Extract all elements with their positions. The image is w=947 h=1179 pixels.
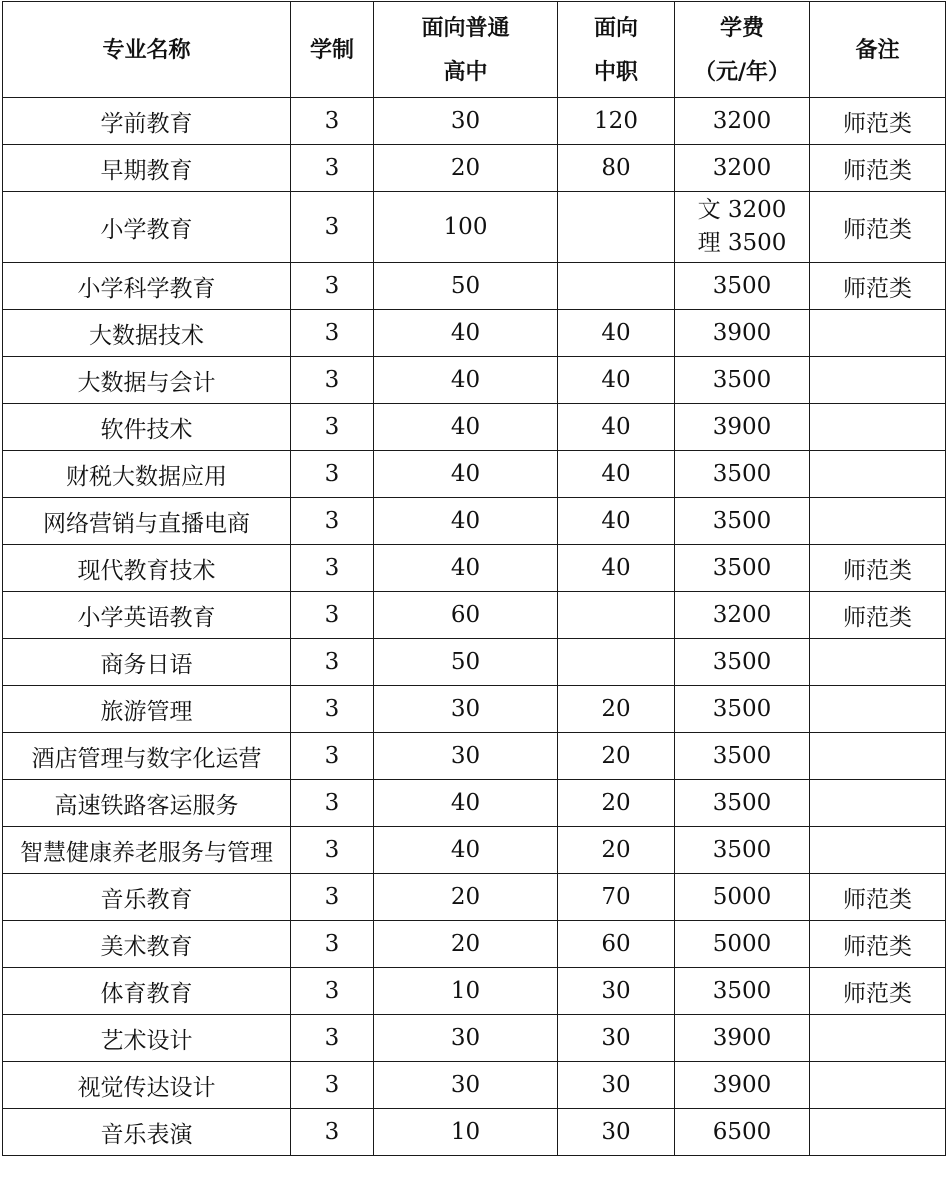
cell-general: 40 [374, 498, 558, 545]
cell-tuition: 3200 [675, 592, 810, 639]
cell-years: 3 [291, 357, 374, 404]
cell-years: 3 [291, 921, 374, 968]
cell-note [810, 686, 946, 733]
cell-major-name: 大数据与会计 [3, 357, 291, 404]
cell-tuition: 3500 [675, 357, 810, 404]
cell-general: 30 [374, 733, 558, 780]
cell-tuition: 3500 [675, 451, 810, 498]
cell-note [810, 733, 946, 780]
cell-major-name: 高速铁路客运服务 [3, 780, 291, 827]
cell-note [810, 639, 946, 686]
table-row [3, 1109, 946, 1156]
cell-major-name: 音乐表演 [3, 1109, 291, 1156]
cell-years: 3 [291, 1015, 374, 1062]
tuition-science: 理 3500 [697, 230, 787, 256]
cell-general: 40 [374, 780, 558, 827]
cell-vocational: 20 [558, 686, 675, 733]
table-row [3, 98, 946, 145]
cell-general: 40 [374, 545, 558, 592]
table-row [3, 592, 946, 639]
cell-general: 20 [374, 145, 558, 192]
cell-tuition: 3900 [675, 404, 810, 451]
cell-vocational: 40 [558, 498, 675, 545]
cell-note [810, 404, 946, 451]
cell-tuition: 3500 [675, 686, 810, 733]
table-row [3, 310, 946, 357]
cell-years: 3 [291, 145, 374, 192]
table-row [3, 639, 946, 686]
cell-years: 3 [291, 263, 374, 310]
cell-major-name: 学前教育 [3, 98, 291, 145]
cell-vocational: 70 [558, 874, 675, 921]
header-tuition-line2: （元/年） [693, 58, 791, 85]
cell-note [810, 451, 946, 498]
cell-general: 30 [374, 686, 558, 733]
cell-major-name: 小学教育 [3, 192, 291, 263]
table-row [3, 263, 946, 310]
cell-vocational: 80 [558, 145, 675, 192]
cell-tuition: 3900 [675, 310, 810, 357]
cell-general: 50 [374, 639, 558, 686]
cell-tuition: 3500 [675, 263, 810, 310]
cell-vocational: 30 [558, 1109, 675, 1156]
table-row [3, 404, 946, 451]
cell-tuition: 3900 [675, 1015, 810, 1062]
table-row [3, 874, 946, 921]
header-tuition [675, 2, 810, 98]
table-row [3, 192, 946, 263]
cell-note [810, 498, 946, 545]
cell-general: 50 [374, 263, 558, 310]
header-vocational [558, 2, 675, 98]
cell-tuition [675, 192, 810, 263]
cell-general: 30 [374, 1062, 558, 1109]
cell-major-name: 小学英语教育 [3, 592, 291, 639]
cell-years: 3 [291, 686, 374, 733]
table-row [3, 1062, 946, 1109]
cell-general: 40 [374, 451, 558, 498]
table-row [3, 686, 946, 733]
cell-vocational [558, 592, 675, 639]
table-row [3, 451, 946, 498]
cell-tuition: 3200 [675, 145, 810, 192]
cell-tuition: 5000 [675, 921, 810, 968]
cell-years: 3 [291, 780, 374, 827]
cell-years: 3 [291, 639, 374, 686]
cell-vocational: 40 [558, 357, 675, 404]
cell-tuition: 5000 [675, 874, 810, 921]
cell-general: 30 [374, 98, 558, 145]
cell-note: 师范类 [810, 874, 946, 921]
cell-note: 师范类 [810, 921, 946, 968]
header-row [3, 2, 946, 98]
table-row [3, 733, 946, 780]
cell-tuition: 3500 [675, 498, 810, 545]
cell-tuition: 3200 [675, 98, 810, 145]
cell-vocational: 30 [558, 1062, 675, 1109]
cell-tuition: 6500 [675, 1109, 810, 1156]
cell-tuition: 3500 [675, 968, 810, 1015]
cell-general: 20 [374, 921, 558, 968]
cell-vocational: 40 [558, 404, 675, 451]
cell-vocational [558, 639, 675, 686]
cell-general: 100 [374, 192, 558, 263]
cell-vocational: 30 [558, 968, 675, 1015]
cell-general: 60 [374, 592, 558, 639]
cell-vocational: 20 [558, 733, 675, 780]
cell-major-name: 软件技术 [3, 404, 291, 451]
cell-major-name: 网络营销与直播电商 [3, 498, 291, 545]
cell-years: 3 [291, 968, 374, 1015]
cell-years: 3 [291, 404, 374, 451]
cell-note [810, 1015, 946, 1062]
cell-general: 40 [374, 404, 558, 451]
table-row [3, 968, 946, 1015]
cell-major-name: 体育教育 [3, 968, 291, 1015]
tuition-arts: 文 3200 [697, 197, 787, 223]
cell-note: 师范类 [810, 968, 946, 1015]
header-major-name: 专业名称 [3, 2, 291, 98]
header-vocational-line2: 中职 [593, 58, 638, 85]
cell-note [810, 310, 946, 357]
header-years: 学制 [291, 2, 374, 98]
header-general-line1: 面向普通 [421, 14, 510, 41]
cell-vocational: 40 [558, 310, 675, 357]
cell-vocational: 40 [558, 545, 675, 592]
cell-years: 3 [291, 1109, 374, 1156]
cell-note: 师范类 [810, 192, 946, 263]
cell-tuition: 3500 [675, 639, 810, 686]
cell-years: 3 [291, 192, 374, 263]
table-row [3, 498, 946, 545]
cell-years: 3 [291, 545, 374, 592]
cell-note: 师范类 [810, 592, 946, 639]
cell-note [810, 1062, 946, 1109]
table-row [3, 1015, 946, 1062]
cell-general: 20 [374, 874, 558, 921]
cell-major-name: 小学科学教育 [3, 263, 291, 310]
cell-general: 40 [374, 310, 558, 357]
cell-note [810, 827, 946, 874]
cell-tuition: 3900 [675, 1062, 810, 1109]
cell-years: 3 [291, 733, 374, 780]
cell-general: 10 [374, 968, 558, 1015]
cell-general: 10 [374, 1109, 558, 1156]
table-row [3, 780, 946, 827]
cell-general: 40 [374, 827, 558, 874]
cell-general: 40 [374, 357, 558, 404]
table-row [3, 357, 946, 404]
cell-note: 师范类 [810, 263, 946, 310]
cell-major-name: 艺术设计 [3, 1015, 291, 1062]
cell-tuition: 3500 [675, 780, 810, 827]
enrollment-table [2, 1, 946, 1156]
cell-note [810, 1109, 946, 1156]
table-row [3, 145, 946, 192]
cell-major-name: 财税大数据应用 [3, 451, 291, 498]
cell-years: 3 [291, 1062, 374, 1109]
cell-tuition: 3500 [675, 827, 810, 874]
cell-major-name: 美术教育 [3, 921, 291, 968]
cell-years: 3 [291, 498, 374, 545]
cell-years: 3 [291, 592, 374, 639]
cell-years: 3 [291, 827, 374, 874]
cell-major-name: 旅游管理 [3, 686, 291, 733]
cell-major-name: 视觉传达设计 [3, 1062, 291, 1109]
table-row [3, 827, 946, 874]
cell-note [810, 780, 946, 827]
cell-years: 3 [291, 98, 374, 145]
cell-vocational: 20 [558, 780, 675, 827]
header-vocational-line1: 面向 [593, 14, 638, 41]
header-general-high-school [374, 2, 558, 98]
cell-vocational: 40 [558, 451, 675, 498]
cell-vocational: 20 [558, 827, 675, 874]
cell-vocational [558, 192, 675, 263]
cell-note: 师范类 [810, 545, 946, 592]
cell-vocational [558, 263, 675, 310]
cell-tuition: 3500 [675, 733, 810, 780]
cell-major-name: 智慧健康养老服务与管理 [3, 827, 291, 874]
cell-note: 师范类 [810, 98, 946, 145]
cell-vocational: 120 [558, 98, 675, 145]
cell-major-name: 早期教育 [3, 145, 291, 192]
cell-major-name: 音乐教育 [3, 874, 291, 921]
table-row [3, 545, 946, 592]
cell-vocational: 30 [558, 1015, 675, 1062]
cell-note [810, 357, 946, 404]
cell-tuition: 3500 [675, 545, 810, 592]
header-general-line2: 高中 [443, 58, 488, 85]
cell-vocational: 60 [558, 921, 675, 968]
table-row [3, 921, 946, 968]
cell-major-name: 商务日语 [3, 639, 291, 686]
cell-major-name: 大数据技术 [3, 310, 291, 357]
cell-years: 3 [291, 874, 374, 921]
cell-years: 3 [291, 451, 374, 498]
cell-major-name: 现代教育技术 [3, 545, 291, 592]
header-tuition-line1: 学费 [719, 14, 764, 41]
cell-years: 3 [291, 310, 374, 357]
cell-general: 30 [374, 1015, 558, 1062]
cell-note: 师范类 [810, 145, 946, 192]
cell-major-name: 酒店管理与数字化运营 [3, 733, 291, 780]
header-note: 备注 [810, 2, 946, 98]
